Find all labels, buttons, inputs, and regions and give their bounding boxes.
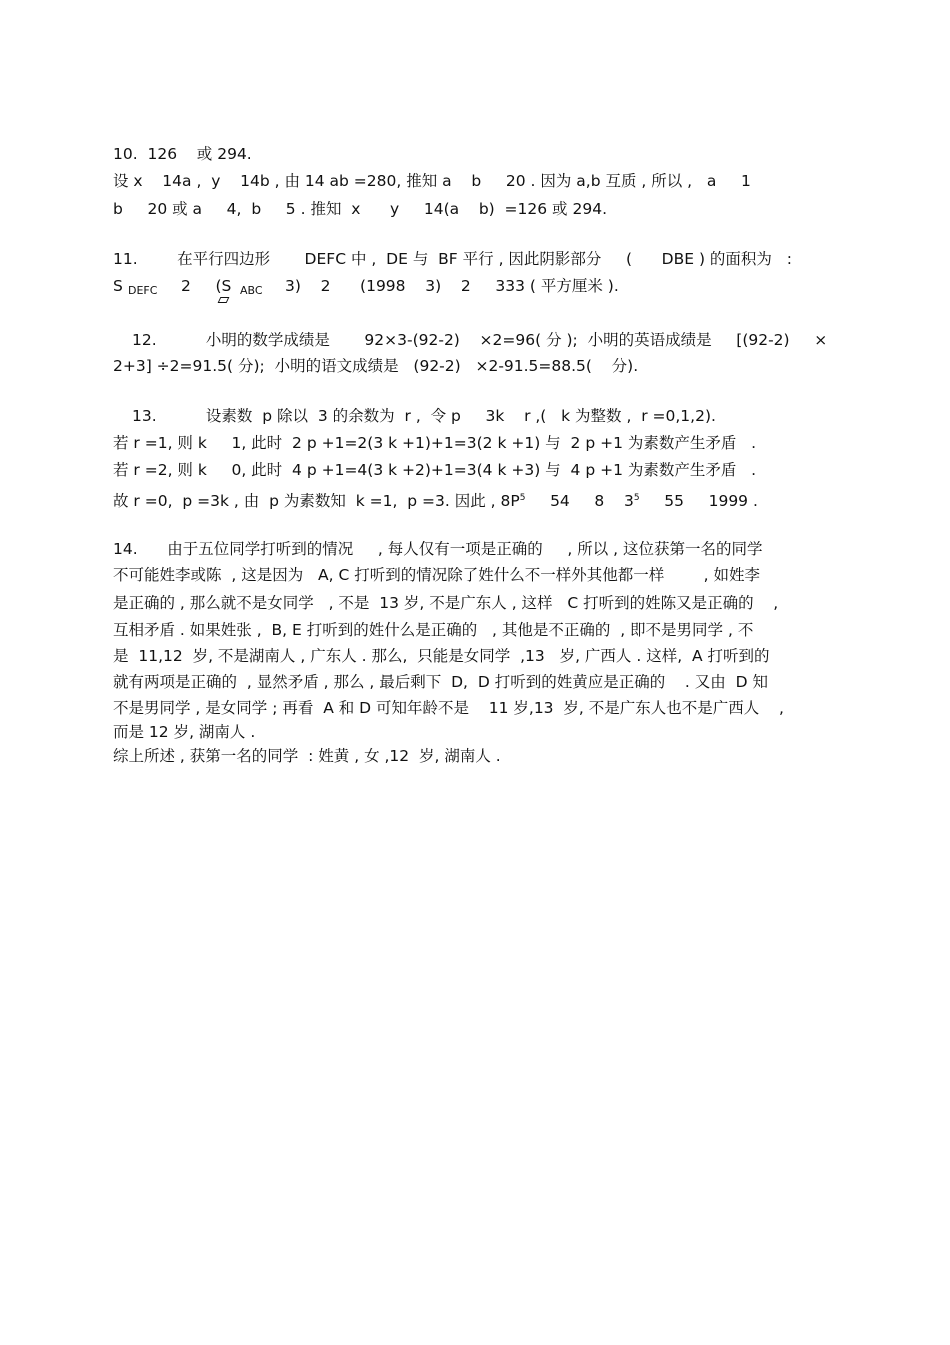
p14-line-3: 是正确的 , 那么就不是女同学 , 不是 13 岁, 不是广东人 , 这样 C 打听到的姓陈又是正确的 , [113,594,779,612]
p11-formula-end: 3) 2 (1998 3) 2 333 ( 平方厘米 ). [285,277,619,295]
p10-line-2: 设 x 14a , y 14b , 由 14 ab =280, 推知 a b 20 . 因为 a,b 互质 , 所以 , a 1 [113,172,751,190]
p13-line-3: 若 r =2, 则 k 0, 此时 4 p +1=4(3 k +2)+1=3(4 k +3) 与 4 p +1 为素数产生矛盾 . [113,461,757,479]
p14-line-2: 不可能姓李或陈 , 这是因为 A, C 打听到的情况除了姓什么不一样外其他都一样 , 如姓李 [113,566,760,584]
p13-line-1: 13. 设素数 p 除以 3 的余数为 r , 令 p 3k r ,( k 为整数 , r =0,1,2). [132,407,716,425]
p13-line-2: 若 r =1, 则 k 1, 此时 2 p +1=2(3 k +1)+1=3(2 k +1) 与 2 p +1 为素数产生矛盾 . [113,434,757,452]
p13-exponent-1: 5 [519,493,526,503]
p12-line-2: 2+3] ÷2=91.5( 分); 小明的语文成绩是 (92-2) ×2-91.5=88.5( 分). [113,357,639,375]
p14-line-7: 不是男同学 , 是女同学 ; 再看 A 和 D 可知年龄不是 11 岁,13 岁, 不是广东人也不是广西人 , [113,699,784,717]
p13-line-4-mid: 54 8 3 [525,492,634,510]
p13-exponent-2: 5 [633,493,640,503]
p11-subscript-abc: ABC [240,284,263,297]
parallelogram-icon [218,297,230,303]
p12-line-1: 12. 小明的数学成绩是 92×3-(92-2) ×2=96( 分 ); 小明的英语成绩是 [(92-2) × [132,331,828,349]
p13-line-4 [113,488,758,511]
p10-line-1: 10. 126 或 294. [113,145,252,163]
p14-line-5: 是 11,12 岁, 不是湖南人 , 广东人 . 那么, 只能是女同学 ,13 岁, 广西人 . 这样, A 打听到的 [113,647,770,665]
p14-line-6: 就有两项是正确的 , 显然矛盾 , 那么 , 最后剩下 D, D 打听到的姓黄应是正确的 . 又由 D 知 [113,673,768,691]
p13-line-4-end: 55 1999 . [639,492,758,510]
p11-formula-s: S [113,277,123,295]
p14-line-4: 互相矛盾 . 如果姓张 , B, E 打听到的姓什么是正确的 , 其他是不正确的 , 即不是男同学 , 不 [113,621,754,639]
p14-line-8: 而是 12 岁, 湖南人 . [113,723,256,741]
p14-line-1: 14. 由于五位同学打听到的情况 , 每人仅有一项是正确的 , 所以 , 这位获第一名的同学 [113,540,763,558]
p11-line-1: 11. 在平行四边形 DEFC 中 , DE 与 BF 平行 , 因此阴影部分 ( DBE ) 的面积为 : [113,250,792,268]
p10-line-3: b 20 或 a 4, b 5 . 推知 x y 14(a b) =126 或 294. [113,200,607,218]
p11-subscript-defc: DEFC [128,284,158,297]
p13-line-4-text: 故 r =0, p =3k , 由 p 为素数知 k =1, p =3. 因此 , 8P [113,492,520,510]
p11-formula-mid: 2 (S [181,277,232,295]
p14-line-9: 综上所述 , 获第一名的同学 : 姓黄 , 女 ,12 岁, 湖南人 . [113,747,501,765]
